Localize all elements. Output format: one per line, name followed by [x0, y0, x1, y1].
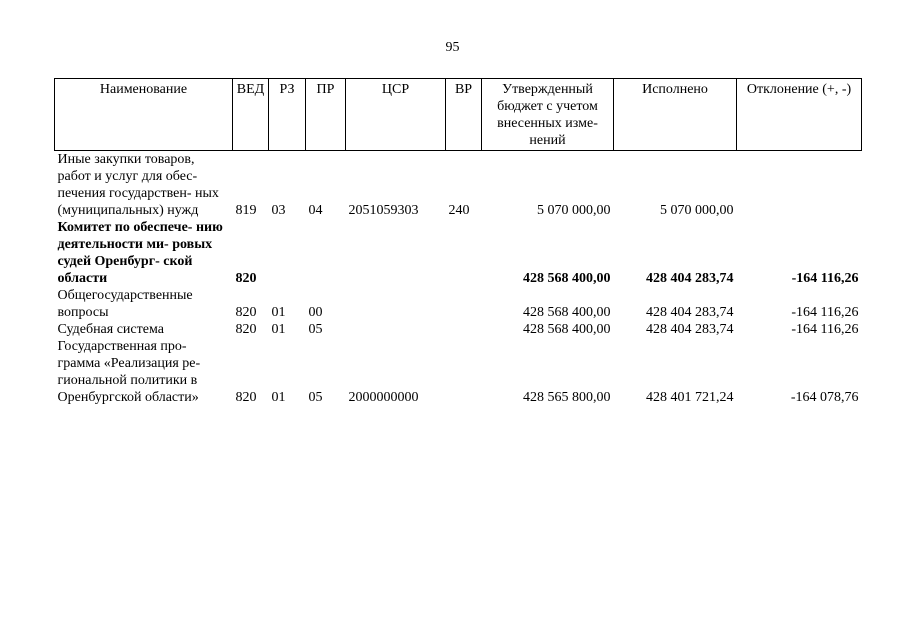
cell-deviation: -164 116,26	[791, 271, 859, 286]
cell-approved: 428 568 400,00	[523, 271, 611, 286]
cell-approved: 428 568 400,00	[523, 322, 611, 337]
cell-pr: 04	[308, 203, 323, 218]
header-approved: Утвержденный бюджет с учетом внесенных изме- нений	[482, 79, 614, 151]
cell-csr: 2051059303	[348, 203, 419, 218]
cell-rz: 03	[271, 203, 286, 218]
cell-vr	[446, 321, 482, 338]
cell-executed: 428 404 283,74	[646, 322, 734, 337]
cell-executed: 428 404 283,74	[646, 271, 734, 286]
cell-vr: 240	[448, 203, 470, 218]
cell-vr	[446, 338, 482, 406]
cell-pr	[306, 219, 346, 287]
cell-deviation: -164 116,26	[791, 305, 859, 320]
cell-deviation	[737, 151, 862, 220]
cell-pr: 05	[308, 390, 323, 405]
header-deviation: Отклонение (+, -)	[737, 79, 862, 151]
cell-name: Государственная про- грамма «Реализация ре- гиональной политики в Оренбургской области»	[57, 339, 201, 405]
table-row	[55, 287, 862, 321]
cell-ved: 819	[235, 203, 257, 218]
cell-name: Судебная система	[57, 322, 164, 337]
cell-ved: 820	[235, 271, 257, 286]
table-row	[55, 151, 862, 220]
budget-table	[54, 78, 862, 406]
header-name: Наименование	[55, 79, 233, 151]
cell-approved: 428 565 800,00	[523, 390, 611, 405]
table-row	[55, 219, 862, 287]
cell-ved: 820	[235, 322, 257, 337]
cell-csr	[346, 287, 446, 321]
cell-ved: 820	[235, 305, 257, 320]
header-rz: РЗ	[269, 79, 306, 151]
cell-executed: 428 401 721,24	[646, 390, 734, 405]
page-number: 95	[445, 40, 460, 55]
header-csr: ЦСР	[346, 79, 446, 151]
header-pr: ПР	[306, 79, 346, 151]
cell-approved: 5 070 000,00	[537, 203, 611, 218]
table-row	[55, 321, 862, 338]
table-row	[55, 338, 862, 406]
cell-deviation: -164 116,26	[791, 322, 859, 337]
cell-rz: 01	[271, 305, 286, 320]
header-ved: ВЕД	[233, 79, 269, 151]
cell-vr	[446, 287, 482, 321]
cell-ved: 820	[235, 390, 257, 405]
table-header-row	[55, 79, 862, 151]
cell-vr	[446, 219, 482, 287]
cell-rz: 01	[271, 322, 286, 337]
cell-deviation: -164 078,76	[790, 390, 859, 405]
cell-pr: 05	[308, 322, 323, 337]
header-vr: ВР	[446, 79, 482, 151]
cell-executed: 428 404 283,74	[646, 305, 734, 320]
cell-csr	[346, 219, 446, 287]
cell-executed: 5 070 000,00	[660, 203, 734, 218]
cell-rz: 01	[271, 390, 286, 405]
cell-csr	[346, 321, 446, 338]
header-executed: Исполнено	[614, 79, 737, 151]
cell-name: Комитет по обеспече- нию деятельности ми- ровых судей Оренбург- ской области	[57, 220, 223, 286]
cell-name: Иные закупки товаров, работ и услуг для обес- печения государствен- ных (муниципальных) нужд	[57, 152, 219, 218]
cell-approved: 428 568 400,00	[523, 305, 611, 320]
cell-rz	[269, 219, 306, 287]
cell-name: Общегосударственные вопросы	[57, 288, 193, 320]
cell-pr: 00	[308, 305, 323, 320]
cell-csr: 2000000000	[348, 390, 419, 405]
